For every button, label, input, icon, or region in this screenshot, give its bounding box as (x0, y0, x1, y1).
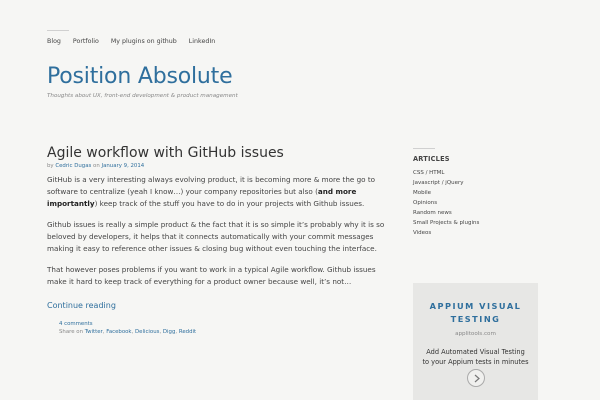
sidebar-item-videos[interactable]: Videos (413, 230, 432, 236)
sidebar-item-small-projects[interactable]: Small Projects & plugins (413, 220, 480, 226)
sponsored-ad[interactable] (413, 283, 538, 400)
nav-item-portfolio[interactable]: Portfolio (72, 38, 99, 45)
ad-body-line-2: to your Appium tests in minutes (422, 358, 529, 366)
paragraph-1-text-a: GitHub is a very interesting always evolving product, it is becoming more & more the go to software to centralize (yeah I know…) your company repositories but also ( (47, 175, 376, 196)
sidebar-item-opinions[interactable]: Opinions (413, 200, 438, 206)
sidebar-item-mobile[interactable]: Mobile (413, 190, 432, 196)
share-facebook-link[interactable]: Facebook (106, 329, 132, 335)
sidebar-item-javascript[interactable]: Javascript / jQuery (413, 180, 464, 186)
blog-post (47, 145, 387, 336)
share-reddit-link[interactable]: Reddit (178, 329, 197, 335)
site-title[interactable]: Position Absolute (47, 64, 233, 89)
post-byline (47, 163, 387, 169)
post-paragraph-3: That however poses problems if you want to work in a typical Agile workflow. Github issues make it hard to keep track of everything for a product owner because well, it’s not… (47, 265, 376, 286)
byline-on: on (91, 163, 102, 169)
nav-item-linkedin[interactable]: LinkedIn (188, 38, 216, 45)
share-delicious-link[interactable]: Delicious (135, 329, 160, 335)
site-tagline: Thoughts about UX, front-end development & product management (47, 93, 238, 99)
sidebar-item-random-news[interactable]: Random news (413, 210, 452, 216)
ad-body (413, 347, 538, 367)
comments-link[interactable]: 4 comments (59, 321, 93, 327)
continue-reading-link[interactable]: Continue reading (47, 301, 116, 310)
author-link[interactable]: Cedric Dugas (55, 163, 92, 169)
paragraph-1-bold: and more importantly (47, 187, 357, 208)
ad-title[interactable] (413, 300, 538, 326)
post-meta (47, 320, 387, 336)
share-links: Share on Twitter, Facebook, Delicious, Digg, Reddit (59, 329, 197, 335)
nav-divider (47, 30, 69, 31)
paragraph-1-text-c: ) keep track of the stuff you have to do in your projects with Github issues. (94, 199, 365, 208)
post-title[interactable]: Agile workflow with GitHub issues (47, 145, 284, 161)
chevron-right-icon (473, 374, 481, 383)
sidebar (413, 148, 538, 238)
ad-body-line-1: Add Automated Visual Testing (426, 348, 525, 356)
nav-item-plugins-github[interactable]: My plugins on github (110, 38, 177, 45)
ad-next-button[interactable] (467, 369, 485, 387)
nav-item-blog[interactable]: Blog (47, 38, 61, 45)
post-paragraph-1 (47, 174, 387, 210)
sidebar-item-css-html[interactable]: CSS / HTML (413, 170, 445, 176)
share-twitter-link[interactable]: Twitter (84, 329, 103, 335)
share-digg-link[interactable]: Digg (162, 329, 176, 335)
ad-title-line-2: TESTING (450, 314, 501, 324)
ad-title-line-1: APPIUM VISUAL (429, 301, 522, 311)
share-prefix: Share on (59, 329, 85, 335)
byline-prefix: by (47, 163, 56, 169)
sidebar-heading: ARTICLES (413, 155, 450, 163)
post-paragraph-2: Github issues is really a simple product & the fact that it is so simple it’s probably why it is so beloved by developers, it helps that it connects automatically with your commit messages making it easy to reference other issues & closing bug without even touching the interface. (47, 220, 385, 253)
post-date-link[interactable]: January 9, 2014 (101, 163, 145, 169)
sidebar-divider (413, 148, 435, 149)
ad-domain: applitools.com (455, 331, 496, 337)
